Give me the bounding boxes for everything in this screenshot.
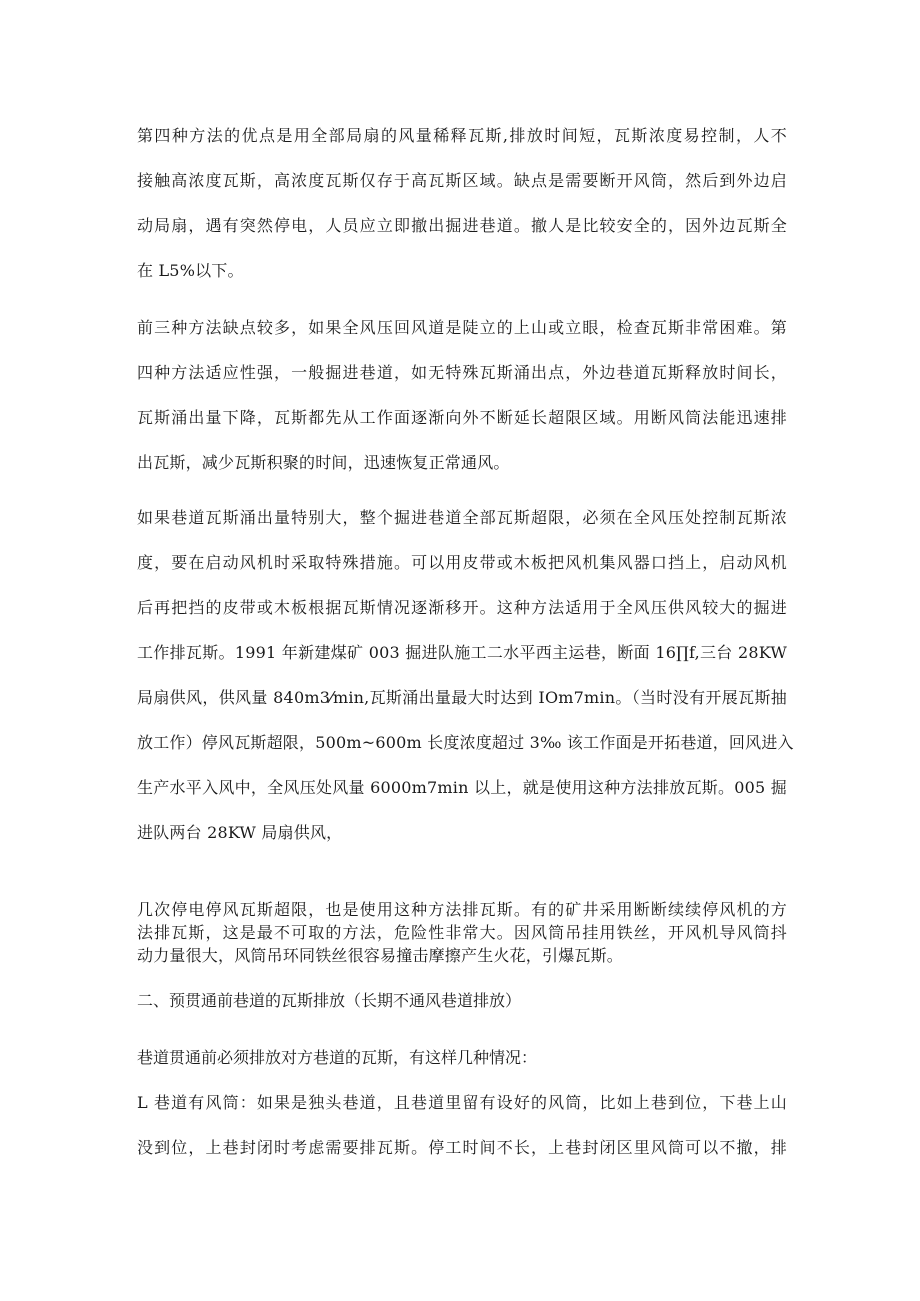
- paragraph-power-outage-warning: [137, 898, 787, 967]
- text-line: 放工作）停风瓦斯超限，500m~600m 长度浓度超过 3‰ 该工作面是开拓巷道，回风进入: [137, 733, 794, 752]
- text-line: 几次停电停风瓦斯超限，也是使用这种方法排瓦斯。有的矿井采用断断续续停风机的方: [137, 900, 787, 919]
- text-line: 法排瓦斯，这是最不可取的方法，危险性非常大。因风筒吊挂用铁丝，开风机导风筒抖: [137, 923, 787, 942]
- text-line: 在 L5%以下。: [137, 261, 244, 280]
- text-line: 动局扇，遇有突然停电，人员应立即撤出掘进巷道。撤人是比较安全的，因外边瓦斯全: [137, 216, 787, 235]
- text-line: 前三种方法缺点较多，如果全风压回风道是陡立的上山或立眼，检查瓦斯非常困难。第: [137, 318, 787, 337]
- text-line: 四种方法适应性强，一般掘进巷道，如无特殊瓦斯涌出点，外边巷道瓦斯释放时间长，: [137, 363, 787, 382]
- text-line: 局扇供风，供风量 840m3⁄min,瓦斯涌出量最大时达到 IOm7min。（当时没有开展瓦斯抽: [137, 688, 787, 707]
- text-line: L 巷道有风筒：如果是独头巷道，且巷道里留有设好的风筒，比如上巷到位，下巷上山: [137, 1093, 787, 1112]
- paragraph-pre-breakthrough: 巷道贯通前必须排放对方巷道的瓦斯，有这样几种情况：: [137, 1048, 538, 1067]
- text-line: 后再把挡的皮带或木板根据瓦斯情况逐渐移开。这种方法适用于全风压供风较大的掘进: [137, 598, 787, 617]
- text-line: 没到位，上巷封闭时考虑需要排瓦斯。停工时间不长，上巷封闭区里风筒可以不撤，排: [137, 1138, 787, 1157]
- text-line: 如果巷道瓦斯涌出量特别大，整个掘进巷道全部瓦斯超限，必须在全风压处控制瓦斯浓: [137, 508, 787, 527]
- text-line: 第四种方法的优点是用全部局扇的风量稀释瓦斯,排放时间短，瓦斯浓度易控制，人不: [137, 126, 787, 145]
- text-line: 工作排瓦斯。1991 年新建煤矿 003 掘进队施工二水平西主运巷，断面 16∏f,三台 28KW: [137, 643, 787, 662]
- text-line: 动力量很大，风筒吊环同铁丝很容易撞击摩擦产生火花，引爆瓦斯。: [137, 946, 624, 965]
- text-line: 瓦斯涌出量下降，瓦斯都先从工作面逐渐向外不断延长超限区域。用断风筒法能迅速排: [137, 408, 787, 427]
- paragraph-high-gas-emission: [137, 495, 794, 855]
- text-line: 出瓦斯，减少瓦斯积聚的时间，迅速恢复正常通风。: [137, 453, 510, 472]
- paragraph-method-comparison: [137, 305, 787, 485]
- section-heading: 二、预贯通前巷道的瓦斯排放（长期不通风巷道排放）: [137, 991, 522, 1010]
- text-line: 度，要在启动风机时采取特殊措施。可以用皮带或木板把风机集风器口挡上，启动风机: [137, 553, 787, 572]
- paragraph-method-four-advantages: [137, 113, 787, 293]
- paragraph-tunnel-with-duct: [137, 1080, 787, 1170]
- text-line: 接触高浓度瓦斯，高浓度瓦斯仅存于高瓦斯区域。缺点是需要断开风筒，然后到外边启: [137, 171, 787, 190]
- text-line: 进队两台 28KW 局扇供风，: [137, 823, 343, 842]
- text-line: 生产水平入风中，全风压处风量 6000m7min 以上，就是使用这种方法排放瓦斯。005 掘: [137, 778, 787, 797]
